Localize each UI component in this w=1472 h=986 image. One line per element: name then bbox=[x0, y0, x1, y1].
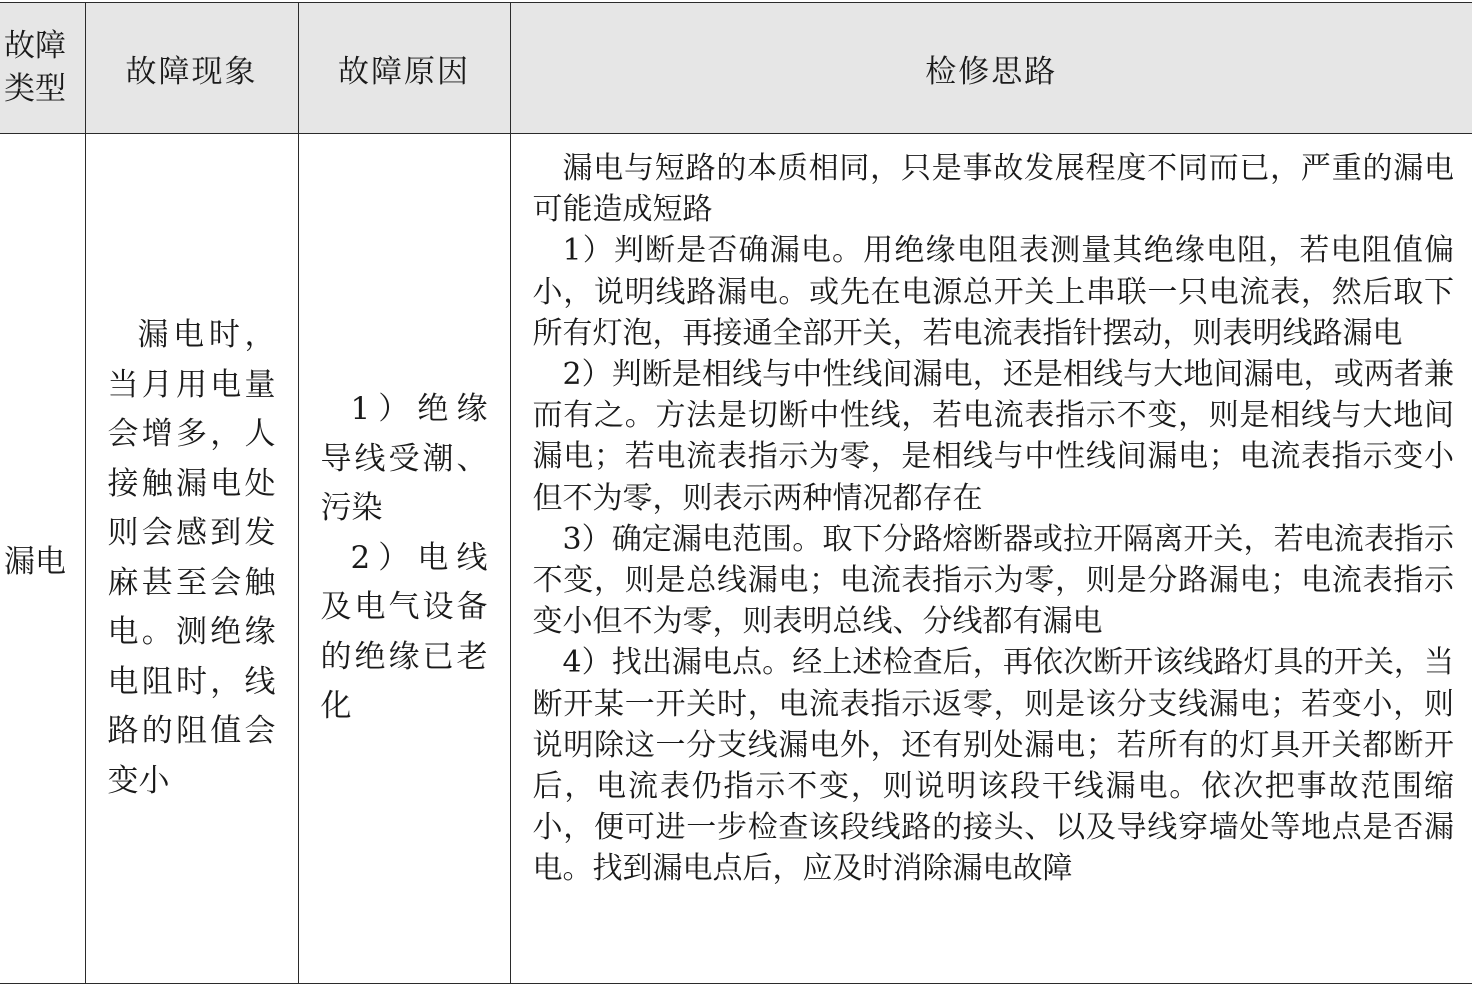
header-repair-ideas: 检修思路 bbox=[510, 3, 1472, 134]
ideas-paragraph: 4）找出漏电点。经上述检查后，再依次断开该线路灯具的开关，当断开某一开关时，电流表指示返零，则是该分支线漏电；若变小，则说明除这一分支线漏电外，还有别处漏电；若所有的灯具开关都断开后，电流表仍指示不变，则说明该段干线漏电。依次把事故范围缩小，便可进一步检查该段线路的接头、以及导线穿墙处等地点是否漏电。找到漏电点后，应及时消除漏电故障 bbox=[532, 645, 1454, 887]
header-row bbox=[0, 3, 1472, 134]
header-fault-cause: 故障原因 bbox=[298, 3, 510, 134]
cell-repair-ideas bbox=[510, 134, 1472, 984]
cell-fault-cause bbox=[298, 134, 510, 984]
fault-table bbox=[0, 2, 1472, 984]
cause-item: 2）电线及电气设备的绝缘已老化 bbox=[320, 539, 488, 725]
cause-item: 1）绝缘导线受潮、污染 bbox=[320, 391, 488, 527]
cell-fault-symptom bbox=[85, 134, 298, 984]
ideas-paragraph: 2）判断是相线与中性线间漏电，还是相线与大地间漏电，或两者兼而有之。方法是切断中性线，若电流表指示不变，则是相线与大地间漏电；若电流表指示为零，是相线与中性线间漏电；电流表指示变小但不为零，则表示两种情况都存在 bbox=[532, 357, 1454, 516]
ideas-paragraph: 1）判断是否确漏电。用绝缘电阻表测量其绝缘电阻，若电阻值偏小，说明线路漏电。或先在电源总开关上串联一只电流表，然后取下所有灯泡，再接通全部开关，若电流表指针摆动，则表明线路漏电 bbox=[532, 233, 1454, 351]
table-row bbox=[0, 134, 1472, 984]
ideas-paragraph: 3）确定漏电范围。取下分路熔断器或拉开隔离开关，若电流表指示不变，则是总线漏电；电流表指示为零，则是分路漏电；电流表指示变小但不为零，则表明总线、分线都有漏电 bbox=[532, 521, 1454, 640]
cell-fault-type: 漏电 bbox=[0, 134, 85, 984]
symptom-text: 漏电时，当月用电量会增多，人接触漏电处则会感到发麻甚至会触电。测绝缘电阻时，线路的阻值会变小 bbox=[107, 317, 276, 799]
header-fault-type: 故障类型 bbox=[0, 3, 85, 134]
header-fault-symptom: 故障现象 bbox=[85, 3, 298, 134]
ideas-paragraph: 漏电与短路的本质相同，只是事故发展程度不同而已，严重的漏电可能造成短路 bbox=[532, 151, 1454, 228]
